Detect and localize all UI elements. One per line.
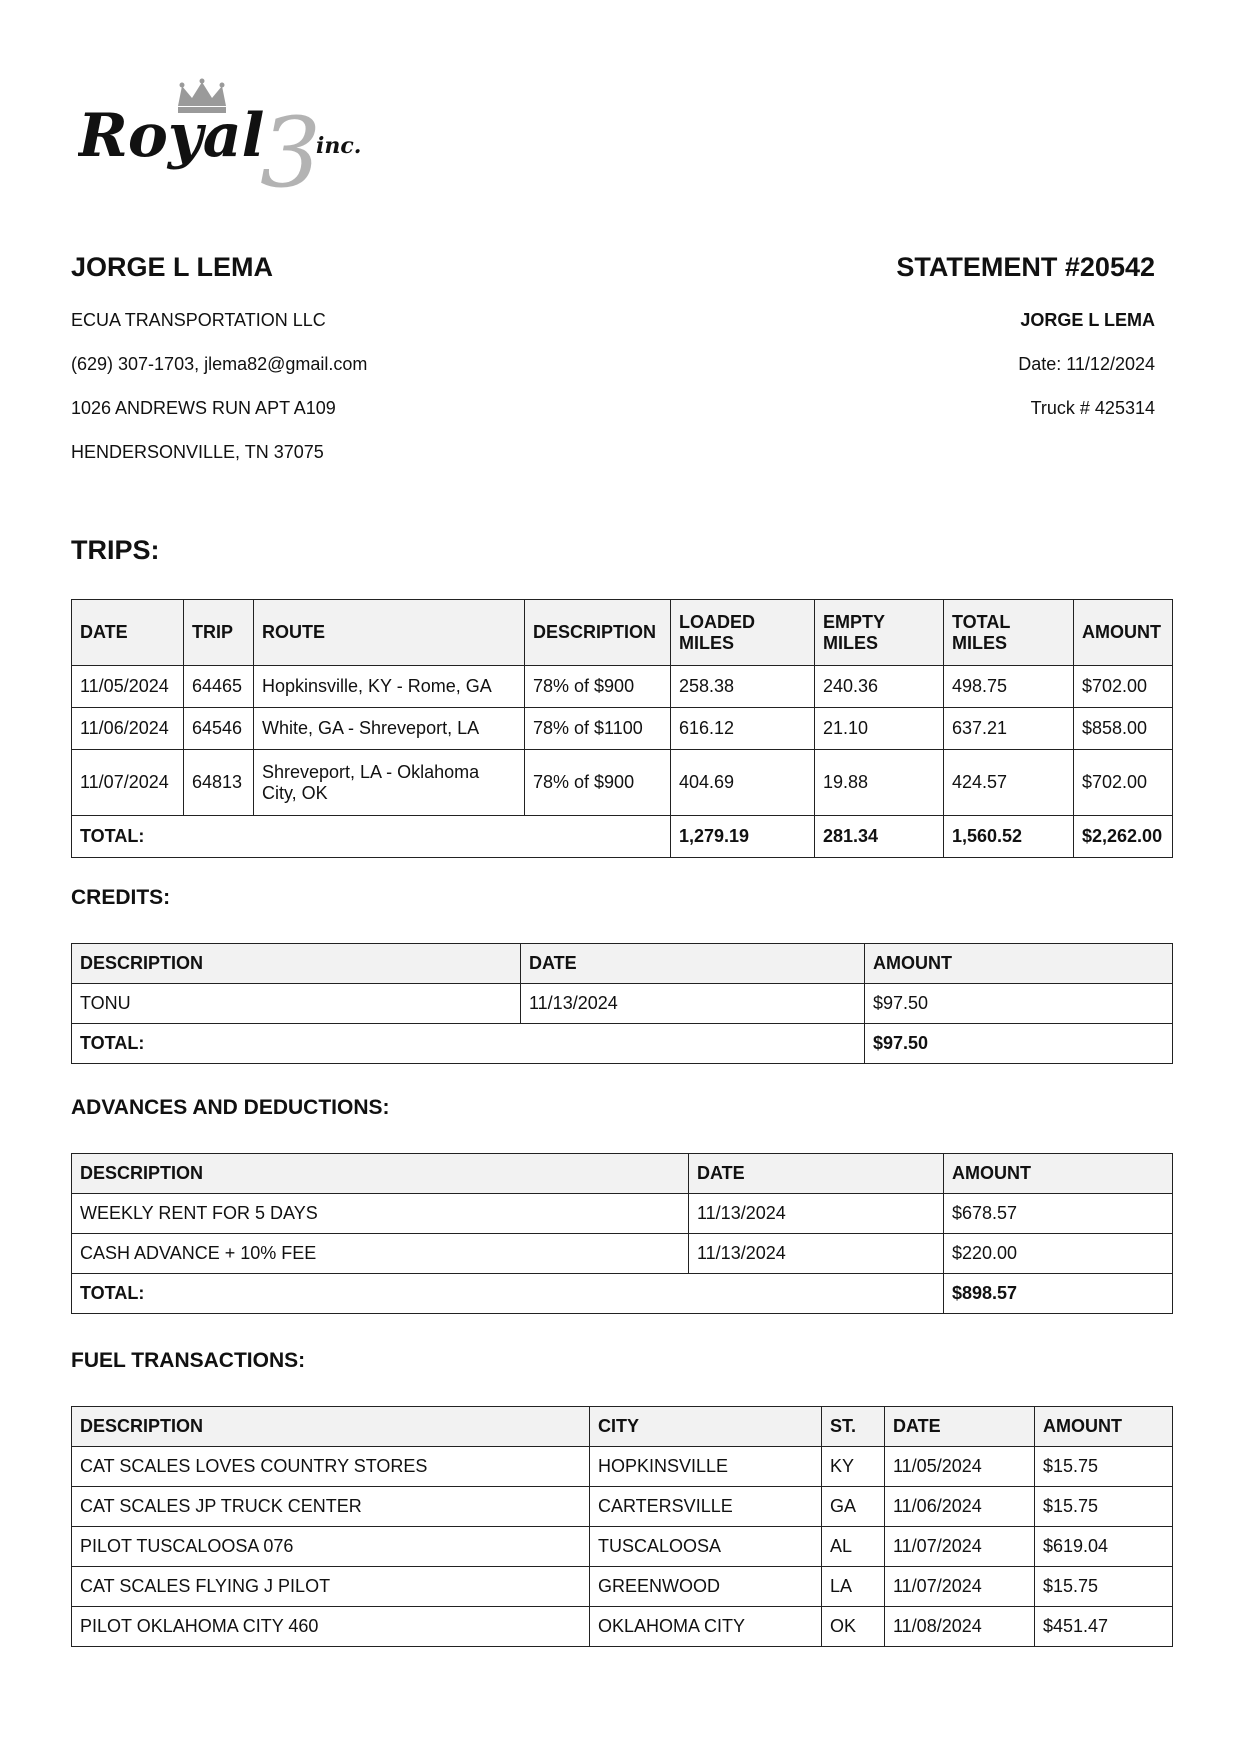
address-line-2: HENDERSONVILLE, TN 37075 <box>71 442 324 462</box>
table-header-row <box>72 944 1173 984</box>
cell: $678.57 <box>944 1194 1173 1234</box>
cell: 78% of $900 <box>525 666 671 708</box>
column-header: EMPTY MILES <box>815 600 944 666</box>
cell: HOPKINSVILLE <box>590 1447 822 1487</box>
cell: KY <box>822 1447 885 1487</box>
cell: PILOT TUSCALOOSA 076 <box>72 1527 590 1567</box>
column-header: DESCRIPTION <box>525 600 671 666</box>
cell: OK <box>822 1607 885 1647</box>
table-header-row <box>72 1154 1173 1194</box>
table-row <box>72 666 1173 708</box>
statement-info <box>655 250 1155 419</box>
total-empty-miles: 281.34 <box>815 816 944 858</box>
table-header-row <box>72 600 1173 666</box>
cell: OKLAHOMA CITY <box>590 1607 822 1647</box>
cell: 498.75 <box>944 666 1074 708</box>
column-header: DESCRIPTION <box>72 944 521 984</box>
table-row <box>72 1487 1173 1527</box>
cell: AL <box>822 1527 885 1567</box>
cell: CARTERSVILLE <box>590 1487 822 1527</box>
cell: 21.10 <box>815 708 944 750</box>
cell: 637.21 <box>944 708 1074 750</box>
cell: GA <box>822 1487 885 1527</box>
cell: 11/13/2024 <box>689 1194 944 1234</box>
driver-info <box>71 250 571 463</box>
column-header: LOADED MILES <box>671 600 815 666</box>
cell: PILOT OKLAHOMA CITY 460 <box>72 1607 590 1647</box>
cell: 19.88 <box>815 750 944 816</box>
cell: 258.38 <box>671 666 815 708</box>
company-logo <box>78 78 388 193</box>
driver-name: JORGE L LEMA <box>71 252 274 282</box>
column-header: AMOUNT <box>944 1154 1173 1194</box>
total-amount: $2,262.00 <box>1074 816 1173 858</box>
table-row <box>72 1527 1173 1567</box>
cell: Shreveport, LA - Oklahoma City, OK <box>254 750 525 816</box>
cell: 11/07/2024 <box>885 1527 1035 1567</box>
cell: 64813 <box>184 750 254 816</box>
trips-table <box>71 599 1173 858</box>
trips-title: TRIPS: <box>71 535 160 565</box>
cell: 78% of $900 <box>525 750 671 816</box>
table-row <box>72 1607 1173 1647</box>
cell: TUSCALOOSA <box>590 1527 822 1567</box>
cell: White, GA - Shreveport, LA <box>254 708 525 750</box>
cell: CAT SCALES LOVES COUNTRY STORES <box>72 1447 590 1487</box>
column-header: DATE <box>72 600 184 666</box>
cell: $702.00 <box>1074 666 1173 708</box>
statement-title: STATEMENT #20542 <box>896 252 1155 282</box>
cell: $220.00 <box>944 1234 1173 1274</box>
column-header: DATE <box>689 1154 944 1194</box>
svg-text:3: 3 <box>260 97 322 193</box>
svg-text:Royal: Royal <box>78 101 265 171</box>
cell: 64465 <box>184 666 254 708</box>
cell: 11/05/2024 <box>885 1447 1035 1487</box>
cell: 11/08/2024 <box>885 1607 1035 1647</box>
cell: $858.00 <box>1074 708 1173 750</box>
column-header: DATE <box>885 1407 1035 1447</box>
cell: WEEKLY RENT FOR 5 DAYS <box>72 1194 689 1234</box>
cell: CAT SCALES JP TRUCK CENTER <box>72 1487 590 1527</box>
cell: 11/13/2024 <box>689 1234 944 1274</box>
statement-name: JORGE L LEMA <box>1020 310 1155 330</box>
table-row <box>72 1447 1173 1487</box>
cell: GREENWOOD <box>590 1567 822 1607</box>
column-header: AMOUNT <box>1035 1407 1173 1447</box>
cell: 11/05/2024 <box>72 666 184 708</box>
cell: 240.36 <box>815 666 944 708</box>
table-total-row <box>72 816 1173 858</box>
total-label: TOTAL: <box>72 816 671 858</box>
credits-title: CREDITS: <box>71 886 171 909</box>
table-header-row <box>72 1407 1173 1447</box>
column-header: TRIP <box>184 600 254 666</box>
column-header: DATE <box>521 944 865 984</box>
cell: Hopkinsville, KY - Rome, GA <box>254 666 525 708</box>
fuel-table <box>71 1406 1173 1647</box>
table-row <box>72 1567 1173 1607</box>
company-name: ECUA TRANSPORTATION LLC <box>71 310 326 330</box>
total-label: TOTAL: <box>72 1024 865 1064</box>
cell: CAT SCALES FLYING J PILOT <box>72 1567 590 1607</box>
column-header: AMOUNT <box>865 944 1173 984</box>
table-row <box>72 1234 1173 1274</box>
cell: TONU <box>72 984 521 1024</box>
total-label: TOTAL: <box>72 1274 944 1314</box>
cell: CASH ADVANCE + 10% FEE <box>72 1234 689 1274</box>
address-line-1: 1026 ANDREWS RUN APT A109 <box>71 398 336 418</box>
cell: $15.75 <box>1035 1447 1173 1487</box>
total-amount: $97.50 <box>865 1024 1173 1064</box>
column-header: DESCRIPTION <box>72 1407 590 1447</box>
cell: $451.47 <box>1035 1607 1173 1647</box>
cell: 78% of $1100 <box>525 708 671 750</box>
column-header: CITY <box>590 1407 822 1447</box>
svg-text:inc.: inc. <box>316 133 362 159</box>
table-row <box>72 750 1173 816</box>
cell: $97.50 <box>865 984 1173 1024</box>
total-miles: 1,560.52 <box>944 816 1074 858</box>
table-total-row <box>72 1024 1173 1064</box>
cell: $702.00 <box>1074 750 1173 816</box>
column-header: TOTAL MILES <box>944 600 1074 666</box>
column-header: ROUTE <box>254 600 525 666</box>
total-loaded-miles: 1,279.19 <box>671 816 815 858</box>
table-row <box>72 984 1173 1024</box>
cell: 424.57 <box>944 750 1074 816</box>
statement-date: Date: 11/12/2024 <box>1018 354 1155 374</box>
cell: LA <box>822 1567 885 1607</box>
column-header: DESCRIPTION <box>72 1154 689 1194</box>
table-total-row <box>72 1274 1173 1314</box>
crown-logo-icon <box>78 78 388 193</box>
cell: 64546 <box>184 708 254 750</box>
cell: 11/06/2024 <box>72 708 184 750</box>
truck-number: Truck # 425314 <box>1030 398 1155 418</box>
cell: 11/07/2024 <box>885 1567 1035 1607</box>
cell: 616.12 <box>671 708 815 750</box>
cell: $15.75 <box>1035 1567 1173 1607</box>
cell: $619.04 <box>1035 1527 1173 1567</box>
advances-table <box>71 1153 1173 1314</box>
column-header: AMOUNT <box>1074 600 1173 666</box>
cell: 11/13/2024 <box>521 984 865 1024</box>
column-header: ST. <box>822 1407 885 1447</box>
table-row <box>72 708 1173 750</box>
cell: 11/06/2024 <box>885 1487 1035 1527</box>
cell: 404.69 <box>671 750 815 816</box>
cell: $15.75 <box>1035 1487 1173 1527</box>
fuel-title: FUEL TRANSACTIONS: <box>71 1349 306 1372</box>
cell: 11/07/2024 <box>72 750 184 816</box>
table-row <box>72 1194 1173 1234</box>
contact-info: (629) 307-1703, jlema82@gmail.com <box>71 354 368 374</box>
total-amount: $898.57 <box>944 1274 1173 1314</box>
credits-table <box>71 943 1173 1064</box>
advances-title: ADVANCES AND DEDUCTIONS: <box>71 1096 390 1119</box>
